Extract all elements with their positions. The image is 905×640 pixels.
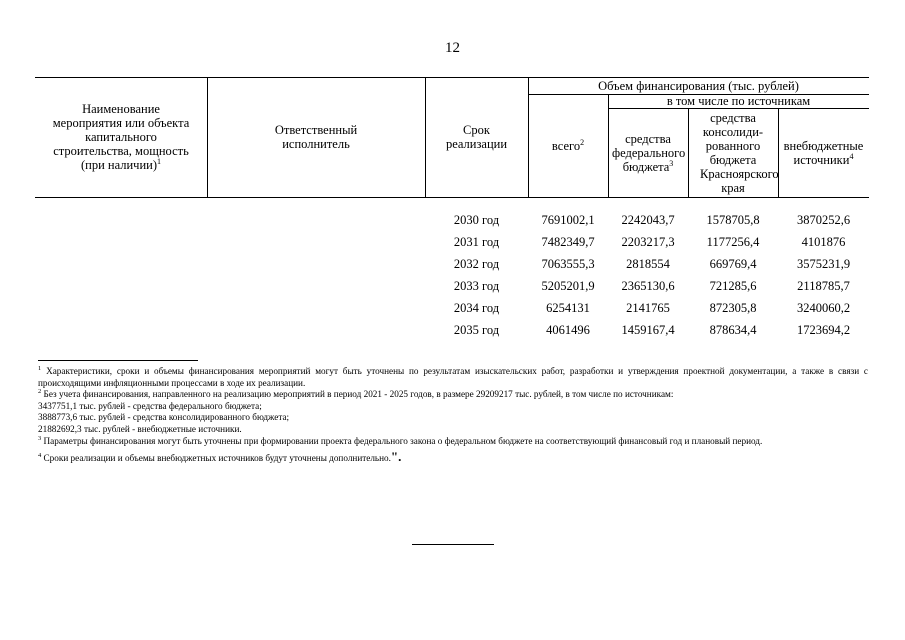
cell-year: 2030 год <box>453 213 500 227</box>
cell-year: 2031 год <box>453 235 500 249</box>
footnote-4: $^4$ Сроки реализации и объемы внебюджетных источников будут уточнены дополнительно.". <box>38 449 402 465</box>
cell-federal: 2141765 <box>626 301 670 315</box>
header-activity: Наименование мероприятия или объекта капитального строительства, мощность (при наличии)$^1$ <box>52 102 190 172</box>
cell-regional: 669769,4 <box>709 257 757 271</box>
cell-total: 7482349,7 <box>541 235 595 249</box>
footnote-2-line: 21882692,3 тыс. рублей - внебюджетные источники. <box>38 423 242 434</box>
cell-year: 2035 год <box>453 323 500 337</box>
cell-regional: 721285,6 <box>709 279 757 293</box>
cell-regional: 878634,4 <box>709 323 757 337</box>
cell-regional: 872305,8 <box>709 301 757 315</box>
header-period: Срок реализации <box>445 123 508 151</box>
footnote-2-line: 3888773,6 тыс. рублей - средства консолидированного бюджета; <box>38 412 290 423</box>
header-regional: средства консолиди-рованного бюджета Красноярского края <box>700 110 779 195</box>
cell-federal: 2242043,7 <box>621 213 675 227</box>
footnote-2-line: 3437751,1 тыс. рублей - средства федерального бюджета; <box>38 400 262 411</box>
cell-federal: 1459167,4 <box>621 323 675 337</box>
cell-total: 7063555,3 <box>541 257 595 271</box>
closing-quote: ". <box>390 449 402 465</box>
cell-extrabudget: 3870252,6 <box>796 213 851 227</box>
header-federal: средства федерального бюджета$^3$ <box>612 131 686 174</box>
footnote-2: $^2$ Без учета финансирования, направленного на реализацию мероприятий в период 2021 - 2025 годов, в размере 29209217 тыс. рублей, в том числе по источникам: <box>38 388 674 400</box>
table-header-bottom-border <box>35 197 869 198</box>
cell-extrabudget: 1723694,2 <box>796 323 851 337</box>
footnote-1: $^1$ Характеристики, сроки и объемы финансирования мероприятий могут быть уточнены по результатам изыскательских работ, разработки и утверждения проектной документации, а также в связи с происходящими инфляционными процессами в ходе их реализации. <box>38 364 868 388</box>
cell-total: 5205201,9 <box>541 279 595 293</box>
header-responsible: Ответственный исполнитель <box>274 123 358 151</box>
header-extrabudget: внебюджетные источники$^4$ <box>783 138 864 167</box>
table-row <box>0 275 905 297</box>
table-row <box>0 253 905 275</box>
cell-extrabudget: 3240060,2 <box>796 301 851 315</box>
cell-extrabudget: 4101876 <box>801 235 846 249</box>
table-row <box>0 319 905 341</box>
cell-total: 4061496 <box>546 323 590 337</box>
cell-extrabudget: 3575231,9 <box>796 257 851 271</box>
cell-federal: 2365130,6 <box>621 279 675 293</box>
table-row <box>0 209 905 231</box>
cell-year: 2033 год <box>453 279 500 293</box>
cell-total: 6254131 <box>546 301 590 315</box>
cell-total: 7691002,1 <box>541 213 595 227</box>
header-funding: Объем финансирования (тыс. рублей) <box>598 78 799 93</box>
footnote-3: $^3$ Параметры финансирования могут быть уточнены при формировании проекта федерального закона о федеральном бюджете на соответствующий финансовый год и плановый период. <box>38 434 763 446</box>
header-including: в том числе по источникам <box>666 94 811 108</box>
cell-federal: 2818554 <box>626 257 670 271</box>
table-row <box>0 297 905 319</box>
cell-federal: 2203217,3 <box>621 235 675 249</box>
footnotes <box>38 366 868 465</box>
footnote-separator <box>38 360 198 361</box>
cell-extrabudget: 2118785,7 <box>797 279 850 293</box>
cell-regional: 1578705,8 <box>706 213 760 227</box>
cell-year: 2032 год <box>453 257 500 271</box>
end-of-document-rule <box>412 544 494 545</box>
cell-year: 2034 год <box>453 301 500 315</box>
cell-regional: 1177256,4 <box>706 235 760 249</box>
page-number: 12 <box>445 40 460 56</box>
header-total: всего$^2$ <box>551 137 585 153</box>
table-row <box>0 231 905 253</box>
